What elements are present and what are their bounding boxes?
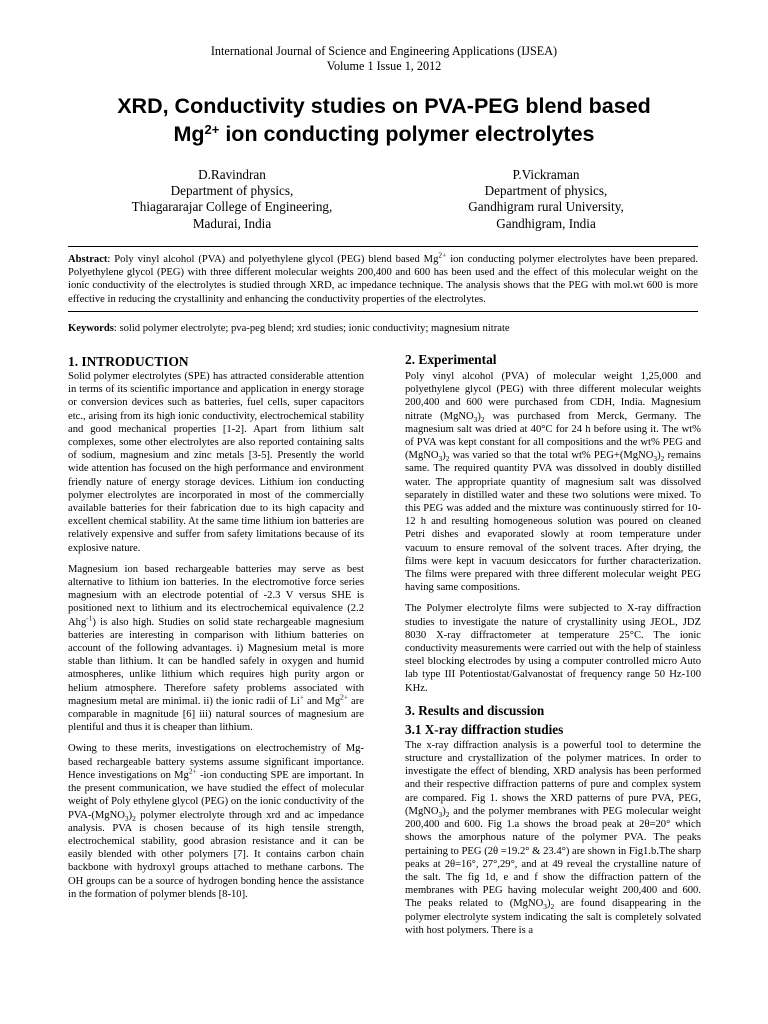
author-department: Department of physics, xyxy=(484,183,608,199)
abstract-label: Abstract xyxy=(68,254,108,265)
keywords-label: Keywords xyxy=(68,323,114,334)
paragraph: Solid polymer electrolytes (SPE) has attracted considerable attention in terms of its scientific importance and application in energy storage or conversion devices such as batteries, fuel cells, super capacitors etc., arising from its high ionic conductivity, electrochemical stability and good mechanical properties [1-2]. Apart from lithium salt complexes, some other electrolytes are also reported containing salts of sodium, magnesium and zinc metals [3-5]. Presently the world wide attention has focused on the high performance and environment friendly nature of energy storage devices. Lithium ion conducting polymer electrolytes are incorporated in most of the commercially available batteries for their fabrication due to its high capacity and excellent chemical stability. At the same time lithium ion batteries are relatively expensive and suffer from safety limitations because of its explosive nature. xyxy=(68,371,364,554)
paper-title xyxy=(40,92,728,148)
title-line-2: $Mg^{2+}$ ion conducting polymer electrolytes xyxy=(173,121,595,146)
paragraph: The Polymer electrolyte films were subjected to X-ray diffraction studies to investigate the nature of crystallinity using JEOL, JDZ 8030 X-ray diffractometer at temperature 25°C. The ionic conductivity measurements were carried out with the help of stainless steel blocking electrodes by using a computer controlled micro Auto lab type III Potentiostat/Galvanostat of frequency range 50 Hz-100 KHz. xyxy=(405,603,701,694)
title-line-1: XRD, Conductivity studies on PVA-PEG blend based xyxy=(117,94,651,118)
keywords-text: : solid polymer electrolyte; pva-peg blend; xrd studies; ionic conductivity; magnesium nitrate xyxy=(113,323,510,334)
paragraph: The x-ray diffraction analysis is a powerful tool to determine the structure and crystallization of the polymer matrices. In order to investigate the effect of blending, XRD analysis has been performed and their respective diffraction patterns of pure and complex system are compared. Fig 1. shows the XRD patterns of pure PVA, PEG, $(MgNO_3)_2$ and the polymer membranes with PEG molecular weight 200,400 and 600. Fig 1.a shows the broad peak at 2θ=20° which shows the amorphous nature of the polymer PVA. The peaks pertaining to PEG (2θ =19.2° & 23.4°) are shown in Fig1.b.The sharp peaks at 2θ=16°, 27°,29°, and at 49 reveal the crystalline nature of the salt. The fig 1d, e and f show the diffraction pattern of the membranes with PEG having molecular weight 200,400 and 600. The peaks related to $(MgNO_3)_2$ are found disappearing in the polymer electrolyte system indicating the salt is completely solvated with host polymers. There is a xyxy=(405,739,701,936)
paragraph: Magnesium ion based rechargeable batteries may serve as best alternative to lithium ion batteries. In the electromotive force series magnesium with an electrode potential of -2.3 V versus SHE is positioned next to lithium and its electrochemical equivalence (2.2 Ahg$^{-1}$) is also high. Studies on solid state rechargeable magnesium batteries are interesting in comparison with lithium batteries on account of the following advantages. i) Magnesium metal is more stable than lithium. It can be handled safely in oxygen and humid atmospheres, unlike lithium which requires high purity argon or helium atmosphere. Therefore safety problems associated with magnesium metal are minimal. ii) the ionic radii of Li+ and $Mg^{2+}$ are comparable in magnitude [6] iii) natural sources of magnesium are plentiful and thus it is cheaper than lithium. xyxy=(68,563,364,734)
section-heading-experimental: 2. Experimental xyxy=(405,352,497,367)
author-location: Gandhigram, India xyxy=(496,215,596,231)
author-name: D.Ravindran xyxy=(198,167,266,182)
paragraph: Owing to these merits, investigations on electrochemistry of Mg-based rechargeable battery systems assume significant importance. Hence investigations on $Mg^{2+}$ -ion conducting SPE are important. In the present communication, we have studied the effect of molecular weight of Poly ethylene glycol (PEG) on the ionic conductivity of the PVA-$(MgNO_3)_2$ polymer electrolyte through xrd and ac impedance analysis. PVA is chosen because of its high tensile strength, electrochemical stability, good abrasion resistance and it can be easily blended with other polymers [7]. It contains carbon chain backbone with hydroxyl groups attached to methane carbons. The OH groups can be a source of hydrogen bonding hence the assistance in the formation of polymer blends [8-10]. xyxy=(68,743,364,900)
section-heading-results: 3. Results and discussion xyxy=(405,702,545,718)
author-location: Madurai, India xyxy=(192,215,272,231)
journal-name: International Journal of Science and Engineering Applications (IJSEA) xyxy=(210,44,558,58)
keywords xyxy=(68,322,698,335)
author-department: Department of physics, xyxy=(170,183,294,199)
subsection-heading-xrd: 3.1 X-ray diffraction studies xyxy=(405,721,564,737)
author-institution: Gandhigram rural University, xyxy=(468,199,624,215)
left-column xyxy=(68,352,364,909)
author-name: P.Vickraman xyxy=(512,167,580,182)
paragraph: Poly vinyl alcohol (PVA) of molecular weight 1,25,000 and polyethylene glycol (PEG) with three different molecular weights 200,400 and 600 were purchased from CDH, India. Magnesium nitrate $(MgNO_3)_2$ was purchased from Merck, Germany. The magnesium salt was dried at 40°C for 24 h before using it. The wt% of PVA was kept constant for all compositions and the wt% PEG and $(MgNO_3)_2$ was varied so that the total wt% $PEG+(MgNO_3)_2$ remains same. The required quantity PVA was dissolved in doubly distilled water. The appropriate quantity of magnesium salt was dissolved separately in distilled water and these two solutions were mixed. To this PEG was added and the mixture was continuously stirred for 10-12 h and resulting homogeneous solution was poured on cleaned Petri dishes and evaporated slowly at room temperature under vacuum to ensure removal of the solvent traces. After drying, the films were kept in vacuum desiccators for further characterization. The films were prepared with three different molecular weight PEG having same compositions. xyxy=(405,371,701,594)
author-block-1 xyxy=(90,167,374,232)
author-block-2 xyxy=(404,167,688,232)
journal-header xyxy=(0,44,768,74)
section-heading-introduction: 1. INTRODUCTION xyxy=(68,354,189,369)
journal-volume: Volume 1 Issue 1, 2012 xyxy=(326,59,442,73)
author-institution: Thiagararajar College of Engineering, xyxy=(131,199,333,215)
abstract: Abstract: Poly vinyl alcohol (PVA) and polyethylene glycol (PEG) blend based $Mg^{2+}$ ion conducting polymer electrolytes have been prepared. Polyethylene glycol (PEG) with three different molecular weights 200,400 and 600 has been used and the effect of this molecular weight on the ionic conductivity of the electrolytes is studied through XRD, ac impedance technique. The analysis shows that the PEG with mol.wt 600 is more effective in reducing the crystallinity and enhancing the conductivity properties of the electrolytes. xyxy=(68,246,698,312)
right-column xyxy=(405,352,701,945)
